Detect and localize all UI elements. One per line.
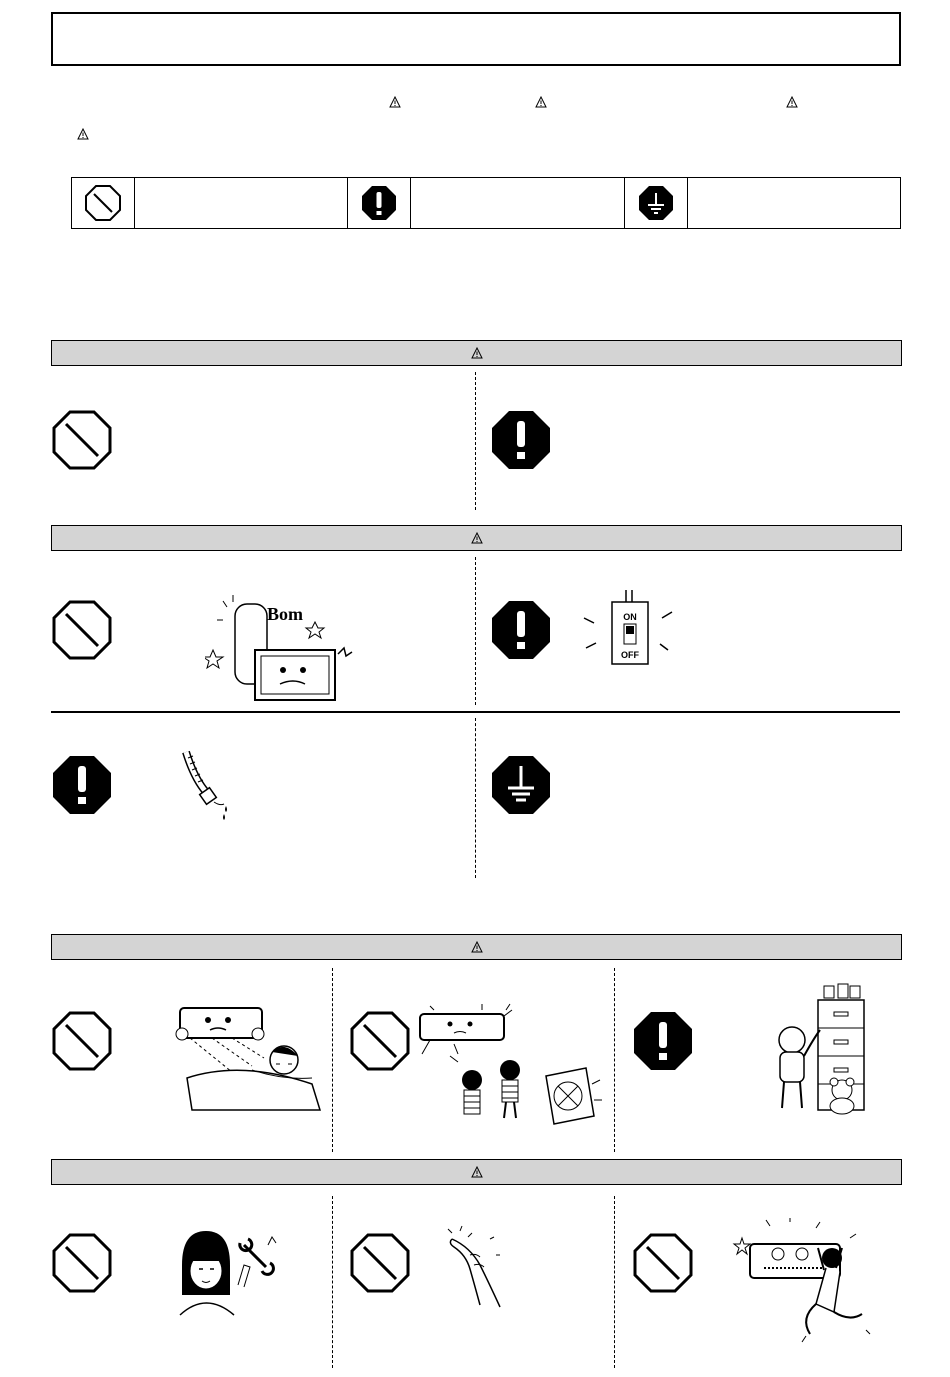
prohibition-icon <box>349 1232 411 1294</box>
children-near-outdoor-unit-illustration <box>410 1000 610 1148</box>
column-divider <box>475 372 476 510</box>
warning-triangle-icon <box>77 128 89 140</box>
legend-mandatory-text <box>411 178 624 228</box>
prohibition-icon <box>83 183 123 223</box>
child-climbing-cabinet-illustration <box>770 978 870 1118</box>
warning-triangle-icon <box>535 96 547 108</box>
page-title-box <box>51 12 901 66</box>
ground-earth-icon <box>636 183 676 223</box>
prohibition-icon <box>51 409 113 471</box>
warning-triangle-icon <box>389 96 401 108</box>
bom-label: Bom <box>267 604 303 624</box>
switch-on-label: ON <box>623 612 637 622</box>
gas-explosion-illustration <box>205 592 355 712</box>
warning-triangle-icon <box>471 347 483 359</box>
prohibition-icon <box>632 1232 694 1294</box>
prohibition-icon <box>51 1010 113 1072</box>
mandatory-exclamation-icon <box>490 409 552 471</box>
legend-ground-text <box>688 178 900 228</box>
legend-prohibition-cell <box>72 178 135 228</box>
mandatory-exclamation-icon <box>490 599 552 661</box>
legend-mandatory-cell <box>348 178 411 228</box>
warning-triangle-icon <box>471 1166 483 1178</box>
mandatory-exclamation-icon <box>359 183 399 223</box>
column-divider <box>475 718 476 878</box>
girl-with-wrench-illustration <box>172 1225 287 1317</box>
column-divider <box>475 557 476 705</box>
warning-triangle-icon <box>471 941 483 953</box>
column-divider <box>614 968 615 1152</box>
warning-triangle-icon <box>786 96 798 108</box>
ground-earth-icon <box>490 754 552 816</box>
prohibition-icon <box>51 1232 113 1294</box>
mandatory-exclamation-icon <box>51 754 113 816</box>
caution-section-bar-1 <box>51 934 902 960</box>
prohibition-icon <box>349 1010 411 1072</box>
switch-off-label: OFF <box>621 650 639 660</box>
warning-triangle-icon <box>471 532 483 544</box>
column-divider <box>614 1196 615 1368</box>
warning-section-bar-2 <box>51 525 902 551</box>
wet-hand-illustration <box>440 1225 515 1310</box>
section-divider <box>51 711 900 713</box>
child-hanging-on-ac-illustration <box>730 1218 875 1353</box>
mandatory-exclamation-icon <box>632 1010 694 1072</box>
legend-ground-cell <box>625 178 688 228</box>
warning-section-bar-1 <box>51 340 902 366</box>
drain-hose-illustration <box>180 750 250 830</box>
symbol-legend-table <box>71 177 901 229</box>
column-divider <box>332 1196 333 1368</box>
column-divider <box>332 968 333 1152</box>
prohibition-icon <box>51 599 113 661</box>
legend-prohibition-text <box>135 178 348 228</box>
caution-section-bar-2 <box>51 1159 902 1185</box>
power-switch-illustration <box>580 588 680 668</box>
sleeping-under-ac-illustration <box>172 1000 322 1112</box>
